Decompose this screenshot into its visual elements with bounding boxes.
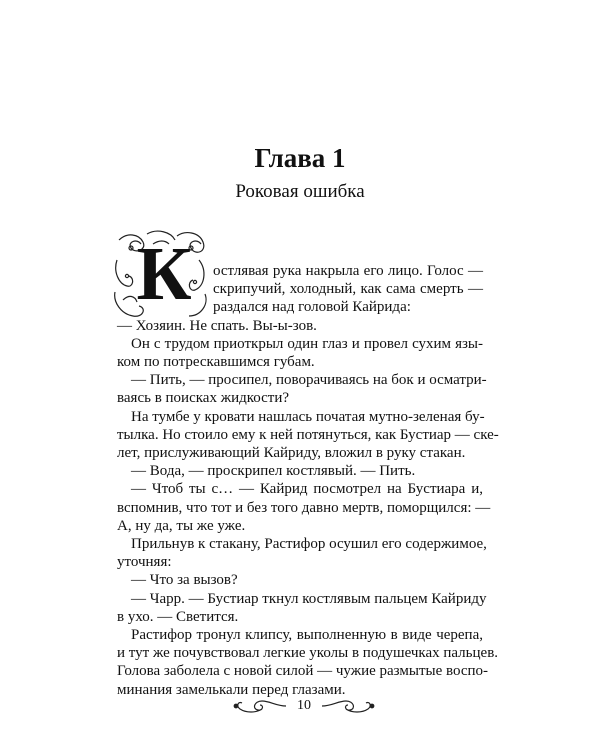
body-line: Он с трудом приоткрыл один глаз и провел сухим язы- [131,335,483,352]
body-line: минания замелькали перед глазами. [117,681,346,698]
body-line: ваясь в поисках жидкости? [117,390,290,407]
body-line: остлявая рука накрыла его лицо. Голос — [213,263,483,279]
body-line: тылка. Но стоило ему к ней потянуться, как Бустиар — ске- [117,426,499,443]
body-line: в ухо. — Светится. [117,608,239,625]
dropcap [113,230,209,320]
body-line: — Что за вызов? [131,572,238,589]
body-line: уточняя: [117,554,172,571]
body-line: — Хозяин. Не спать. Вы-ы-зов. [117,317,317,334]
footer-right-ornament-icon [320,697,376,715]
chapter-title: Глава 1 [254,143,346,173]
footer-left-ornament-icon [232,697,288,715]
dropcap-letter: К [136,232,192,316]
body-line: Растифор тронул клипсу, выполненную в виде черепа, [131,627,483,643]
body-line: — Вода, — проскрипел костлявый. — Пить. [131,463,416,480]
body-line: — Пить, — просипел, поворачиваясь на бок и осматри- [131,372,487,389]
body-line: На тумбе у кровати нашлась початая мутно-зеленая бу- [131,408,485,425]
body-line: вспомнив, что тот и без того давно мертв, поморщился: — [117,499,491,516]
body-line: и тут же почувствовал легкие уколы в подушечках пальцев. [117,645,499,662]
body-line: А, ну да, ты же уже. [117,517,246,534]
body-line: — Чтоб ты с… — Кайрид посмотрел на Бустиара и, [131,481,483,498]
chapter-subtitle: Роковая ошибка [235,181,365,202]
body-line: Прильнув к стакану, Растифор осушил его содержимое, [131,536,487,552]
page-number: 10 [297,698,311,713]
body-line: — Чарр. — Бустиар ткнул костлявым пальцем Кайриду [131,590,487,607]
body-line: лет, прислуживающий Кайриду, вложил в руку стакан. [117,445,466,461]
body-line: Голова заболела с новой силой — чужие размытые воспо- [117,663,489,680]
body-line: раздался над головой Кайрида: [213,299,411,316]
body-line: скрипучий, холодный, как сама смерть — [213,281,483,298]
body-line: ком по потрескавшимся губам. [117,354,315,370]
